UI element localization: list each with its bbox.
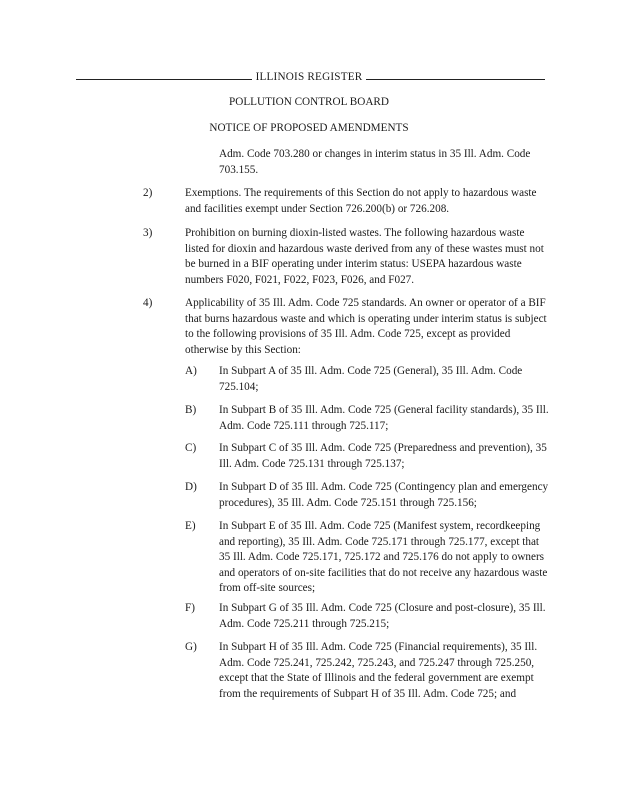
subitem-letter: A) (185, 365, 197, 377)
subitem-text: In Subpart A of 35 Ill. Adm. Code 725 (General), 35 Ill. Adm. Code 725.104; (219, 365, 523, 393)
section-text: Exemptions. The requirements of this Section do not apply to hazardous waste and facilities exempt under Section 726.200(b) or 726.208. (185, 187, 537, 215)
subitem-letter: D) (185, 481, 197, 493)
notice-title: NOTICE OF PROPOSED AMENDMENTS (209, 122, 409, 134)
continuation-text: Adm. Code 703.280 or changes in interim status in 35 Ill. Adm. Code 703.155. (219, 148, 531, 176)
subitem-text: In Subpart D of 35 Ill. Adm. Code 725 (Contingency plan and emergency procedures), 35 Ill. Adm. Code 725.151 through 725.156; (219, 481, 549, 509)
section-number: 4) (143, 297, 153, 309)
register-title: ILLINOIS REGISTER (0, 70, 618, 86)
board-name: POLLUTION CONTROL BOARD (229, 96, 389, 108)
section-text: Applicability of 35 Ill. Adm. Code 725 standards. An owner or operator of a BIF that burns hazardous waste and which is operating under interim status is subject to the following provisions of 35 Ill. Adm. Code 725, except as provided otherwise by this Section: (185, 297, 547, 356)
subitem-letter: E) (185, 520, 196, 532)
subitem-text: In Subpart B of 35 Ill. Adm. Code 725 (General facility standards), 35 Ill. Adm. Code 725.111 through 725.117; (219, 404, 549, 432)
section-number: 3) (143, 227, 153, 239)
subitem-text: In Subpart C of 35 Ill. Adm. Code 725 (Preparedness and prevention), 35 Ill. Adm. Code 725.131 through 725.137; (219, 442, 547, 470)
subitem-text: In Subpart G of 35 Ill. Adm. Code 725 (Closure and post-closure), 35 Ill. Adm. Code 725.211 through 725.215; (219, 602, 546, 630)
subitem-letter: F) (185, 602, 195, 614)
subitem-text: In Subpart E of 35 Ill. Adm. Code 725 (Manifest system, recordkeeping and reporting), 35 Ill. Adm. Code 725.171 through 725.177, except that 35 Ill. Adm. Code 725.171, 725.172 and 725.176 do not apply to owners and operators of on-site facilities that do not receive any hazardous waste from off-site sources; (219, 520, 548, 594)
subitem-letter: C) (185, 442, 197, 454)
subitem-letter: G) (185, 641, 197, 653)
subitem-text: In Subpart H of 35 Ill. Adm. Code 725 (Financial requirements), 35 Ill. Adm. Code 725.241, 725.242, 725.243, and 725.247 through 725.250, except that the State of Illinois and the federal government are exempt from the requirements of Subpart H of 35 Ill. Adm. Code 725; and (219, 641, 538, 700)
section-text: Prohibition on burning dioxin-listed wastes. The following hazardous waste listed for dioxin and hazardous waste derived from any of these wastes must not be burned in a BIF operating under interim status: USEPA hazardous waste numbers F020, F021, F022, F023, F026, and F027. (185, 227, 544, 286)
section-number: 2) (143, 187, 153, 199)
subitem-letter: B) (185, 404, 197, 416)
